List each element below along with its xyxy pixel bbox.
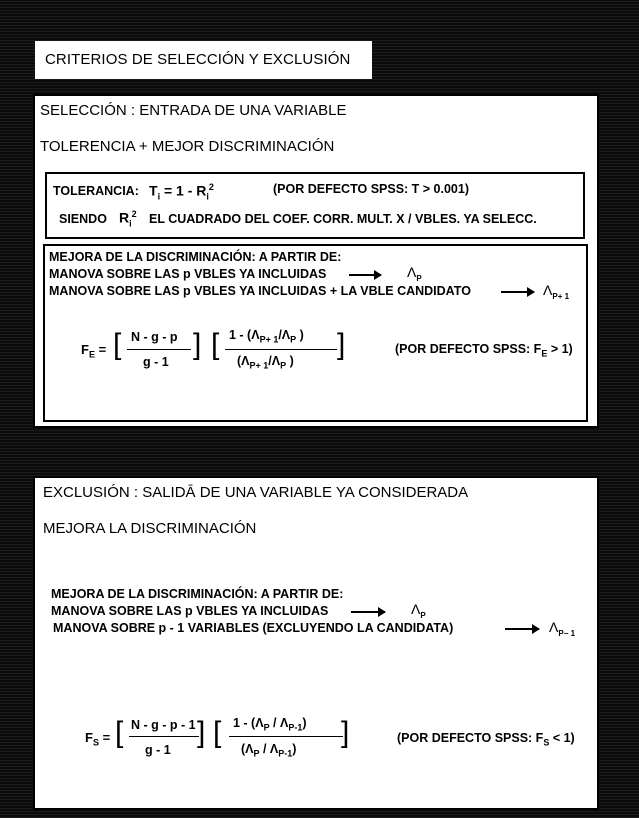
title-box <box>35 41 372 79</box>
siendo-text: EL CUADRADO DEL COEF. CORR. MULT. X / VBLES. YA SELECC. <box>149 212 537 226</box>
f-s-default: (POR DEFECTO SPSS: $F_S < 1$) <box>397 731 575 748</box>
exclusion-subheading: MEJORA LA DISCRIMINACIÓN <box>43 520 257 537</box>
siendo-r-sup: 2 <box>131 209 137 219</box>
exclusion-heading: EXCLUSIÓN : SALIDĀ DE UNA VARIABLE YA CONSIDERADA <box>43 484 469 501</box>
exclusion-panel <box>33 476 599 810</box>
tolerancia-default: (POR DEFECTO SPSS: T > 0.001) <box>273 182 470 196</box>
siendo-r <box>119 209 137 228</box>
bracket-left: [ <box>213 716 222 749</box>
bracket-left: [ <box>211 328 220 361</box>
fraction-line <box>129 736 199 737</box>
ex-mejora-line2: MANOVA SOBRE p - 1 VARIABLES (EXCLUYENDO LA CANDIDATA) <box>53 621 454 635</box>
f-s-den2: $(\Lambda_P / \Lambda_{P-1})$ <box>241 742 297 759</box>
siendo-r-sub: i <box>129 218 132 229</box>
arrow-right-icon <box>351 611 385 613</box>
bracket-left: [ <box>113 328 122 361</box>
tolerancia-label: TOLERANCIA: <box>53 184 139 198</box>
bracket-right: ] <box>337 328 346 361</box>
tolerancia-t: T <box>149 182 158 199</box>
fraction-line <box>229 736 343 737</box>
page-title: CRITERIOS DE SELECCIÓN Y EXCLUSIÓN <box>45 51 351 68</box>
mejora-line2: MANOVA SOBRE LAS p VBLES YA INCLUIDAS + LA VBLE CANDIDATO <box>49 284 471 298</box>
arrow-right-icon <box>505 628 539 630</box>
mejora-title: MEJORA DE LA DISCRIMINACIÓN: A PARTIR DE: <box>49 250 342 264</box>
ex-lambda-p: $\Lambda_P$ <box>411 601 426 620</box>
tolerancia-eq: = 1 - R <box>163 182 207 199</box>
tolerancia-t-sub: i <box>157 191 161 202</box>
mejora-box-seleccion <box>43 244 588 422</box>
fraction-line <box>127 349 191 350</box>
fraction-line <box>225 349 337 350</box>
ex-mejora-line1: MANOVA SOBRE LAS p VBLES YA INCLUIDAS <box>51 604 329 618</box>
tolerancia-box <box>45 172 585 239</box>
arrow-right-icon <box>501 291 534 293</box>
f-e-den1: g - 1 <box>143 355 169 369</box>
seleccion-subheading: TOLERENCIA + MEJOR DISCRIMINACIÓN <box>40 138 335 155</box>
f-e-label: $F_E$ = <box>81 342 107 360</box>
f-s-num1: N - g - p - 1 <box>131 718 196 732</box>
bracket-right: ] <box>193 328 202 361</box>
tolerancia-r-sup: 2 <box>208 182 214 192</box>
f-s-den1: g - 1 <box>145 743 171 757</box>
ex-mejora-title: MEJORA DE LA DISCRIMINACIÓN: A PARTIR DE: <box>51 587 344 601</box>
siendo-label: SIENDO <box>59 212 107 226</box>
f-s-label: $F_S$ = <box>85 730 111 748</box>
seleccion-heading: SELECCIÓN : ENTRADA DE UNA VARIABLE <box>40 102 347 119</box>
seleccion-panel <box>33 94 599 428</box>
ex-lambda-p-minus-1: $\Lambda_{P- 1}$ <box>549 619 576 638</box>
f-e-num1: N - g - p <box>131 330 178 344</box>
f-e-den2: ($\Lambda_{P+ 1}/\Lambda_P$ ) <box>237 354 294 371</box>
f-e-default: (POR DEFECTO SPSS: $F_E > 1$) <box>395 342 573 359</box>
mejora-line1: MANOVA SOBRE LAS p VBLES YA INCLUIDAS <box>49 267 327 281</box>
f-e-num2: $1 - (\Lambda_{P+ 1}/\Lambda_P$ ) <box>229 328 304 345</box>
bracket-left: [ <box>115 716 124 749</box>
arrow-right-icon <box>349 274 381 276</box>
lambda-p-plus-1: $\Lambda_{P+ 1}$ <box>543 282 570 301</box>
f-s-num2: $1 - (\Lambda_P / \Lambda_{P-1})$ <box>233 716 307 733</box>
tolerancia-formula <box>149 182 214 201</box>
tolerancia-r-sub: i <box>206 191 209 202</box>
bracket-right: ] <box>341 716 350 749</box>
bracket-right: ] <box>197 716 206 749</box>
siendo-r-letter: R <box>119 209 130 226</box>
lambda-p: $\Lambda_P$ <box>407 264 422 283</box>
